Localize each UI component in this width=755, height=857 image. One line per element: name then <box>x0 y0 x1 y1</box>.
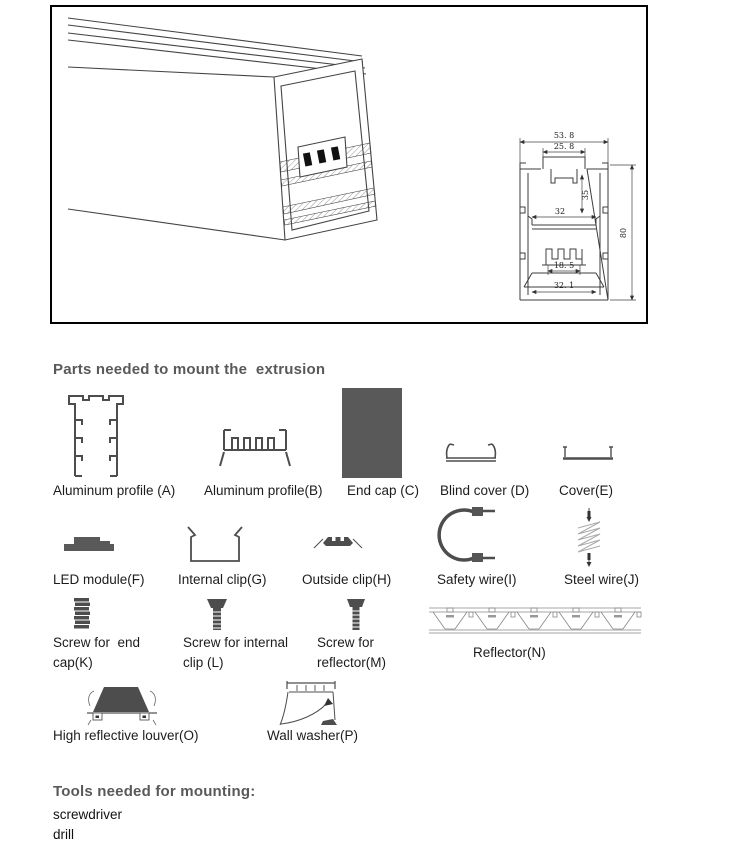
part-high-reflective-louver-o <box>53 680 233 750</box>
part-label: Internal clip(G) <box>178 572 267 587</box>
cross-section-view <box>520 131 636 300</box>
dim-inner-width: 32 <box>554 207 566 216</box>
part-label: Aluminum profile (A) <box>53 483 176 498</box>
part-reflector-n <box>428 596 648 671</box>
tool-item-drill: drill <box>53 827 75 842</box>
part-internal-clip-g <box>178 500 288 590</box>
part-label: Screw for internal clip (L) <box>183 635 289 670</box>
part-screw-internal-clip-l <box>183 596 313 671</box>
aluminum-profile-a-icon <box>65 390 127 478</box>
aluminum-profile-b-icon <box>218 426 292 472</box>
extrusion-drawing <box>52 7 646 322</box>
part-label: Reflector(N) <box>473 645 546 660</box>
screw-reflector-icon <box>345 598 367 632</box>
part-label: Wall washer(P) <box>267 728 359 743</box>
part-label: High reflective louver(O) <box>53 728 199 743</box>
led-module-icon <box>63 532 115 552</box>
outside-clip-icon <box>313 531 363 553</box>
dim-tray-width: 32. 1 <box>553 281 575 290</box>
part-label: Screw for end cap(K) <box>53 635 141 670</box>
dim-overall-height: 80 <box>619 227 628 239</box>
part-label: Blind cover (D) <box>440 483 530 498</box>
end-cap-icon <box>342 388 402 478</box>
part-label: Aluminum profile(B) <box>204 483 323 498</box>
part-aluminum-profile-b <box>204 388 344 503</box>
part-led-module-f <box>53 500 173 590</box>
part-screw-reflector-m <box>317 596 417 671</box>
tool-item-screwdriver: screwdriver <box>53 807 123 822</box>
parts-section-title: Parts needed to mount the extrusion <box>53 361 326 378</box>
screw-internal-clip-icon <box>205 598 229 632</box>
cover-icon <box>560 442 616 464</box>
part-label: Screw for reflector(M) <box>317 635 387 670</box>
part-wall-washer-p <box>267 680 387 750</box>
part-aluminum-profile-a <box>52 388 202 503</box>
part-label: Cover(E) <box>559 483 614 498</box>
steel-wire-icon <box>570 506 608 568</box>
screw-end-cap-icon <box>73 597 91 629</box>
part-label: Safety wire(I) <box>437 572 517 587</box>
part-safety-wire-i <box>430 500 540 590</box>
reflector-icon <box>428 605 642 637</box>
internal-clip-icon <box>178 525 252 569</box>
part-label: LED module(F) <box>53 572 145 587</box>
part-label: Steel wire(J) <box>564 572 640 587</box>
high-reflective-louver-icon <box>86 684 158 728</box>
isometric-extrusion-view <box>68 18 377 240</box>
part-screw-end-cap-k <box>53 596 173 671</box>
dim-inner-height: 35 <box>581 189 590 201</box>
dim-comb-width: 18. 5 <box>553 261 575 270</box>
safety-wire-icon <box>430 503 496 567</box>
dim-overall-width: 53. 8 <box>553 131 575 140</box>
dim-slot-width: 25. 8 <box>553 142 575 151</box>
wall-washer-icon <box>279 680 343 726</box>
part-label: Outside clip(H) <box>302 572 392 587</box>
part-cover-e <box>558 388 648 503</box>
part-end-cap-c <box>342 388 442 503</box>
part-steel-wire-j <box>564 500 654 590</box>
part-label: End cap (C) <box>347 483 420 498</box>
part-blind-cover-d <box>440 388 550 503</box>
technical-drawing-box <box>50 5 648 324</box>
blind-cover-icon <box>442 442 500 464</box>
part-outside-clip-h <box>302 500 412 590</box>
tools-section-title: Tools needed for mounting: <box>53 783 256 800</box>
